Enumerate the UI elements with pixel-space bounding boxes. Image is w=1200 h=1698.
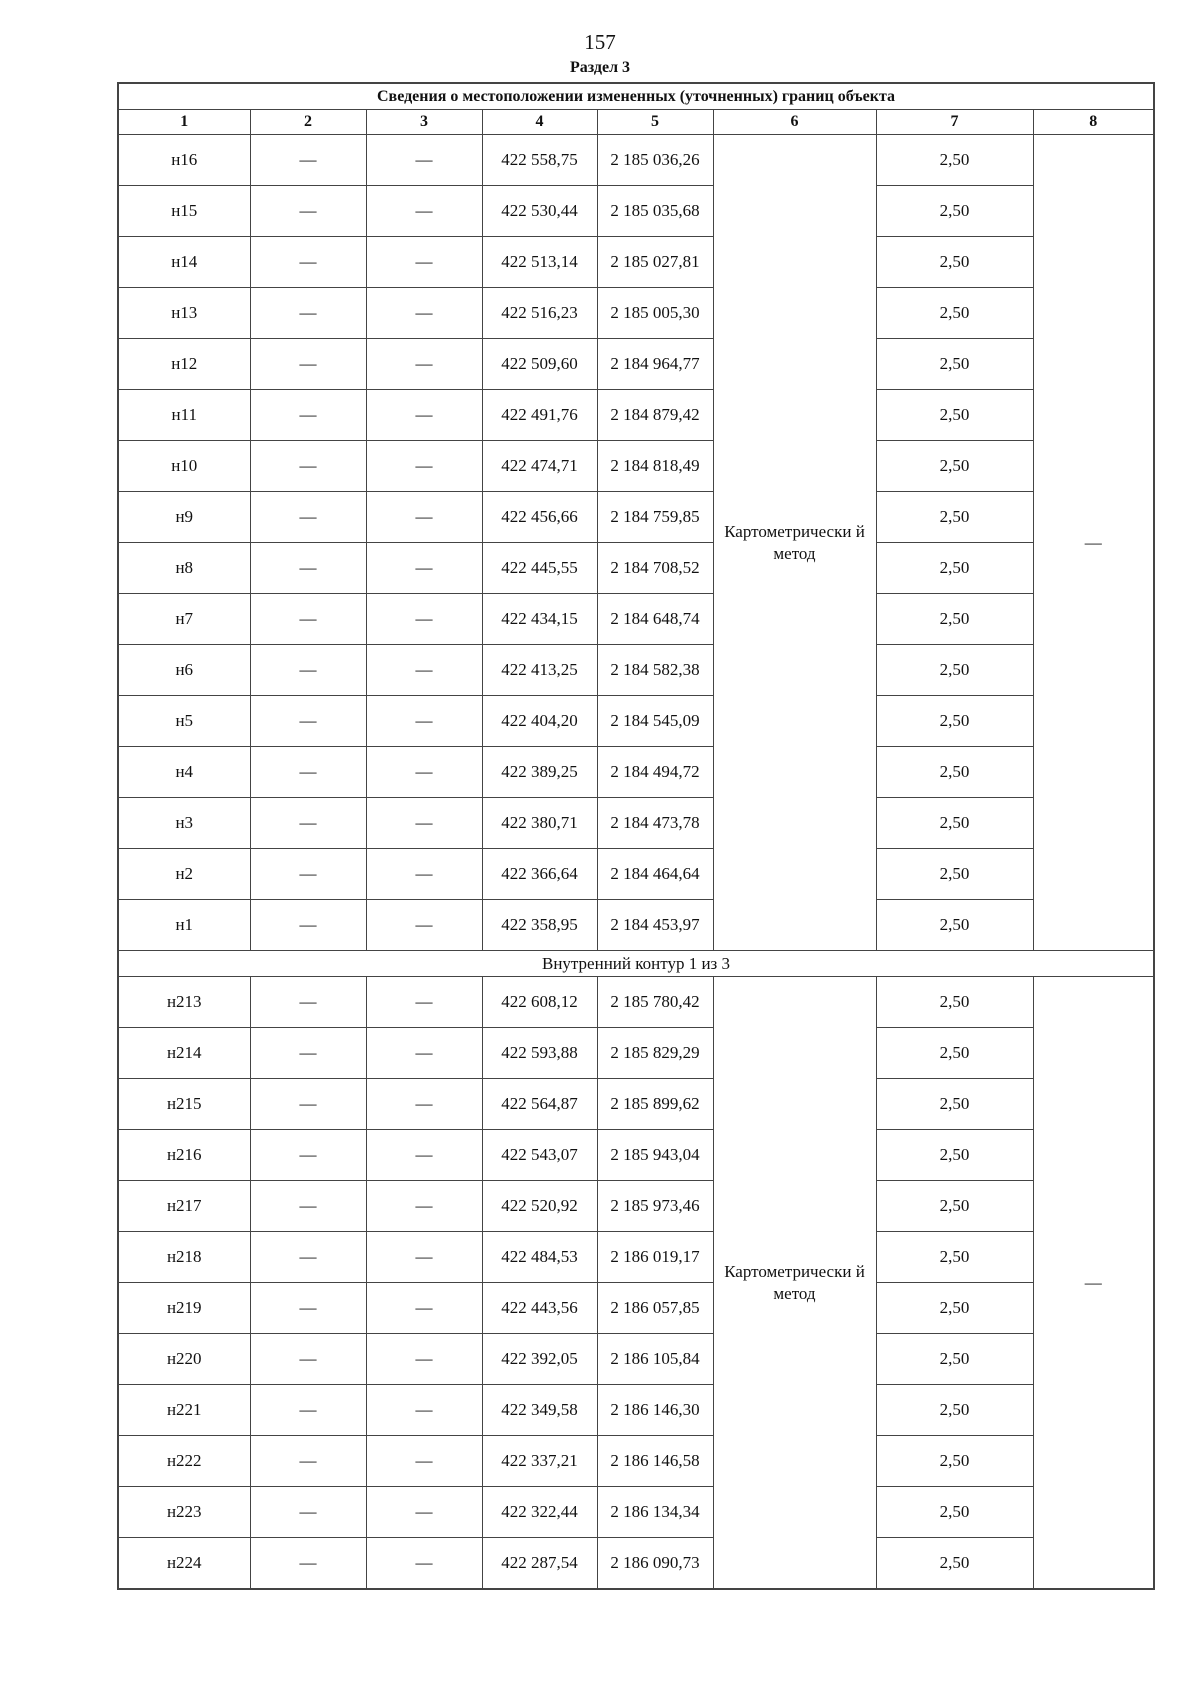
coordinate-y: 2 184 453,97	[597, 900, 713, 951]
point-name: н12	[118, 339, 250, 390]
point-name: н10	[118, 441, 250, 492]
point-name: н6	[118, 645, 250, 696]
point-name: н216	[118, 1130, 250, 1181]
accuracy-value: 2,50	[876, 849, 1033, 900]
coordinate-x: 422 287,54	[482, 1538, 597, 1590]
coordinate-x: 422 434,15	[482, 594, 597, 645]
column-3-value: —	[366, 1028, 482, 1079]
column-3-value: —	[366, 1232, 482, 1283]
coordinate-y: 2 184 464,64	[597, 849, 713, 900]
column-3-value: —	[366, 492, 482, 543]
point-name: н3	[118, 798, 250, 849]
point-name: н1	[118, 900, 250, 951]
column-3-value: —	[366, 1079, 482, 1130]
column-3-value: —	[366, 1487, 482, 1538]
table-row	[118, 1334, 1154, 1385]
coordinate-x: 422 349,58	[482, 1385, 597, 1436]
coordinate-x: 422 474,71	[482, 441, 597, 492]
coordinate-y: 2 184 582,38	[597, 645, 713, 696]
contour-row	[118, 951, 1154, 977]
contour-label: Внутренний контур 1 из 3	[118, 951, 1154, 977]
coordinate-x: 422 337,21	[482, 1436, 597, 1487]
coordinate-y: 2 186 090,73	[597, 1538, 713, 1590]
column-2-value: —	[250, 1538, 366, 1590]
coordinate-x: 422 380,71	[482, 798, 597, 849]
accuracy-value: 2,50	[876, 645, 1033, 696]
coordinate-x: 422 443,56	[482, 1283, 597, 1334]
column-3-value: —	[366, 441, 482, 492]
column-3-value: —	[366, 696, 482, 747]
column-3-value: —	[366, 645, 482, 696]
column-2-value: —	[250, 1181, 366, 1232]
column-2-value: —	[250, 1232, 366, 1283]
coordinate-y: 2 185 943,04	[597, 1130, 713, 1181]
accuracy-value: 2,50	[876, 492, 1033, 543]
table-row	[118, 1385, 1154, 1436]
coordinate-y: 2 185 036,26	[597, 135, 713, 186]
coordinate-x: 422 484,53	[482, 1232, 597, 1283]
column-numbers-row	[118, 110, 1154, 135]
coordinate-x: 422 530,44	[482, 186, 597, 237]
accuracy-value: 2,50	[876, 1130, 1033, 1181]
column-number: 3	[366, 110, 482, 135]
column-3-value: —	[366, 339, 482, 390]
accuracy-value: 2,50	[876, 747, 1033, 798]
accuracy-value: 2,50	[876, 1538, 1033, 1590]
accuracy-value: 2,50	[876, 1334, 1033, 1385]
column-3-value: —	[366, 1385, 482, 1436]
column-3-value: —	[366, 1334, 482, 1385]
coordinate-y: 2 184 648,74	[597, 594, 713, 645]
column-3-value: —	[366, 977, 482, 1028]
point-name: н223	[118, 1487, 250, 1538]
section-title: Раздел 3	[569, 59, 631, 76]
table-row	[118, 237, 1154, 288]
table-row	[118, 441, 1154, 492]
column-3-value: —	[366, 543, 482, 594]
table-row	[118, 1436, 1154, 1487]
accuracy-value: 2,50	[876, 696, 1033, 747]
coordinate-x: 422 413,25	[482, 645, 597, 696]
column-2-value: —	[250, 1334, 366, 1385]
column-3-value: —	[366, 798, 482, 849]
coordinate-y: 2 184 759,85	[597, 492, 713, 543]
table-row	[118, 747, 1154, 798]
table-row	[118, 798, 1154, 849]
table-row	[118, 339, 1154, 390]
column-3-value: —	[366, 1538, 482, 1590]
point-name: н215	[118, 1079, 250, 1130]
point-name: н5	[118, 696, 250, 747]
coordinate-x: 422 456,66	[482, 492, 597, 543]
coordinate-y: 2 184 818,49	[597, 441, 713, 492]
point-name: н14	[118, 237, 250, 288]
point-name: н224	[118, 1538, 250, 1590]
table-row	[118, 1079, 1154, 1130]
point-name: н219	[118, 1283, 250, 1334]
accuracy-value: 2,50	[876, 798, 1033, 849]
column-2-value: —	[250, 1385, 366, 1436]
coordinate-y: 2 185 027,81	[597, 237, 713, 288]
column-2-value: —	[250, 798, 366, 849]
page-number: 157	[584, 30, 616, 54]
column-2-value: —	[250, 543, 366, 594]
column-2-value: —	[250, 645, 366, 696]
column-8-value: —	[1033, 135, 1154, 951]
table-row	[118, 1130, 1154, 1181]
table-row	[118, 645, 1154, 696]
column-3-value: —	[366, 849, 482, 900]
coordinates-table	[117, 82, 1155, 1590]
coordinate-y: 2 185 973,46	[597, 1181, 713, 1232]
coordinate-y: 2 184 708,52	[597, 543, 713, 594]
coordinate-x: 422 358,95	[482, 900, 597, 951]
column-2-value: —	[250, 1436, 366, 1487]
accuracy-value: 2,50	[876, 1436, 1033, 1487]
point-name: н220	[118, 1334, 250, 1385]
coordinate-y: 2 184 879,42	[597, 390, 713, 441]
point-name: н15	[118, 186, 250, 237]
column-2-value: —	[250, 696, 366, 747]
accuracy-value: 2,50	[876, 288, 1033, 339]
coordinate-x: 422 520,92	[482, 1181, 597, 1232]
column-number: 4	[482, 110, 597, 135]
table-row	[118, 1283, 1154, 1334]
coordinate-x: 422 366,64	[482, 849, 597, 900]
coordinate-y: 2 184 494,72	[597, 747, 713, 798]
table-row	[118, 492, 1154, 543]
coordinate-x: 422 558,75	[482, 135, 597, 186]
column-2-value: —	[250, 594, 366, 645]
table-row	[118, 288, 1154, 339]
accuracy-value: 2,50	[876, 594, 1033, 645]
column-number: 7	[876, 110, 1033, 135]
column-2-value: —	[250, 288, 366, 339]
coordinate-x: 422 509,60	[482, 339, 597, 390]
point-name: н4	[118, 747, 250, 798]
column-number: 5	[597, 110, 713, 135]
accuracy-value: 2,50	[876, 339, 1033, 390]
accuracy-value: 2,50	[876, 900, 1033, 951]
coordinate-y: 2 185 899,62	[597, 1079, 713, 1130]
accuracy-value: 2,50	[876, 1385, 1033, 1436]
column-2-value: —	[250, 441, 366, 492]
coordinate-x: 422 593,88	[482, 1028, 597, 1079]
table-row	[118, 1028, 1154, 1079]
column-8-value: —	[1033, 977, 1154, 1590]
column-number: 1	[118, 110, 250, 135]
point-name: н16	[118, 135, 250, 186]
coordinate-y: 2 185 035,68	[597, 186, 713, 237]
accuracy-value: 2,50	[876, 1283, 1033, 1334]
coordinate-x: 422 543,07	[482, 1130, 597, 1181]
accuracy-value: 2,50	[876, 1079, 1033, 1130]
coordinate-y: 2 185 780,42	[597, 977, 713, 1028]
table-row	[118, 1538, 1154, 1590]
column-number: 8	[1033, 110, 1154, 135]
column-3-value: —	[366, 747, 482, 798]
coordinate-x: 422 491,76	[482, 390, 597, 441]
table-row	[118, 1181, 1154, 1232]
column-3-value: —	[366, 237, 482, 288]
accuracy-value: 2,50	[876, 1232, 1033, 1283]
coordinate-y: 2 186 146,58	[597, 1436, 713, 1487]
column-3-value: —	[366, 135, 482, 186]
point-name: н217	[118, 1181, 250, 1232]
table-caption-row	[118, 83, 1154, 110]
column-2-value: —	[250, 1283, 366, 1334]
coordinate-y: 2 184 964,77	[597, 339, 713, 390]
column-3-value: —	[366, 288, 482, 339]
table-row	[118, 977, 1154, 1028]
point-name: н7	[118, 594, 250, 645]
column-3-value: —	[366, 1436, 482, 1487]
accuracy-value: 2,50	[876, 237, 1033, 288]
point-name: н13	[118, 288, 250, 339]
method-cell: Картометрически й метод	[713, 135, 876, 951]
point-name: н221	[118, 1385, 250, 1436]
accuracy-value: 2,50	[876, 390, 1033, 441]
accuracy-value: 2,50	[876, 977, 1033, 1028]
accuracy-value: 2,50	[876, 1487, 1033, 1538]
table-row	[118, 1232, 1154, 1283]
column-2-value: —	[250, 1079, 366, 1130]
coordinate-x: 422 322,44	[482, 1487, 597, 1538]
accuracy-value: 2,50	[876, 1028, 1033, 1079]
table-row	[118, 186, 1154, 237]
coordinate-y: 2 186 146,30	[597, 1385, 713, 1436]
table-row	[118, 1487, 1154, 1538]
column-3-value: —	[366, 594, 482, 645]
table-row	[118, 135, 1154, 186]
coordinate-y: 2 184 545,09	[597, 696, 713, 747]
column-3-value: —	[366, 900, 482, 951]
accuracy-value: 2,50	[876, 135, 1033, 186]
coordinate-x: 422 445,55	[482, 543, 597, 594]
table-row	[118, 594, 1154, 645]
table-row	[118, 900, 1154, 951]
point-name: н8	[118, 543, 250, 594]
point-name: н9	[118, 492, 250, 543]
column-2-value: —	[250, 1487, 366, 1538]
column-number: 6	[713, 110, 876, 135]
point-name: н214	[118, 1028, 250, 1079]
column-2-value: —	[250, 390, 366, 441]
column-2-value: —	[250, 1130, 366, 1181]
point-name: н2	[118, 849, 250, 900]
column-2-value: —	[250, 135, 366, 186]
coordinate-y: 2 185 829,29	[597, 1028, 713, 1079]
column-3-value: —	[366, 1283, 482, 1334]
coordinate-y: 2 186 134,34	[597, 1487, 713, 1538]
table-row	[118, 696, 1154, 747]
point-name: н11	[118, 390, 250, 441]
coordinate-x: 422 564,87	[482, 1079, 597, 1130]
accuracy-value: 2,50	[876, 543, 1033, 594]
column-3-value: —	[366, 390, 482, 441]
accuracy-value: 2,50	[876, 441, 1033, 492]
coordinate-x: 422 389,25	[482, 747, 597, 798]
point-name: н218	[118, 1232, 250, 1283]
column-2-value: —	[250, 900, 366, 951]
coordinate-x: 422 404,20	[482, 696, 597, 747]
column-2-value: —	[250, 977, 366, 1028]
point-name: н213	[118, 977, 250, 1028]
accuracy-value: 2,50	[876, 186, 1033, 237]
coordinate-x: 422 513,14	[482, 237, 597, 288]
column-2-value: —	[250, 186, 366, 237]
column-number: 2	[250, 110, 366, 135]
method-cell: Картометрически й метод	[713, 977, 876, 1590]
column-2-value: —	[250, 747, 366, 798]
column-2-value: —	[250, 339, 366, 390]
coordinate-y: 2 186 019,17	[597, 1232, 713, 1283]
coordinate-x: 422 608,12	[482, 977, 597, 1028]
coordinate-y: 2 186 105,84	[597, 1334, 713, 1385]
accuracy-value: 2,50	[876, 1181, 1033, 1232]
column-3-value: —	[366, 1181, 482, 1232]
coordinate-x: 422 392,05	[482, 1334, 597, 1385]
coordinate-y: 2 186 057,85	[597, 1283, 713, 1334]
column-2-value: —	[250, 849, 366, 900]
column-2-value: —	[250, 492, 366, 543]
coordinate-x: 422 516,23	[482, 288, 597, 339]
table-row	[118, 543, 1154, 594]
coordinate-y: 2 184 473,78	[597, 798, 713, 849]
table-row	[118, 849, 1154, 900]
column-2-value: —	[250, 1028, 366, 1079]
column-3-value: —	[366, 186, 482, 237]
coordinate-y: 2 185 005,30	[597, 288, 713, 339]
column-3-value: —	[366, 1130, 482, 1181]
table-row	[118, 390, 1154, 441]
point-name: н222	[118, 1436, 250, 1487]
column-2-value: —	[250, 237, 366, 288]
table-caption: Сведения о местоположении измененных (уточненных) границ объекта	[118, 83, 1154, 110]
